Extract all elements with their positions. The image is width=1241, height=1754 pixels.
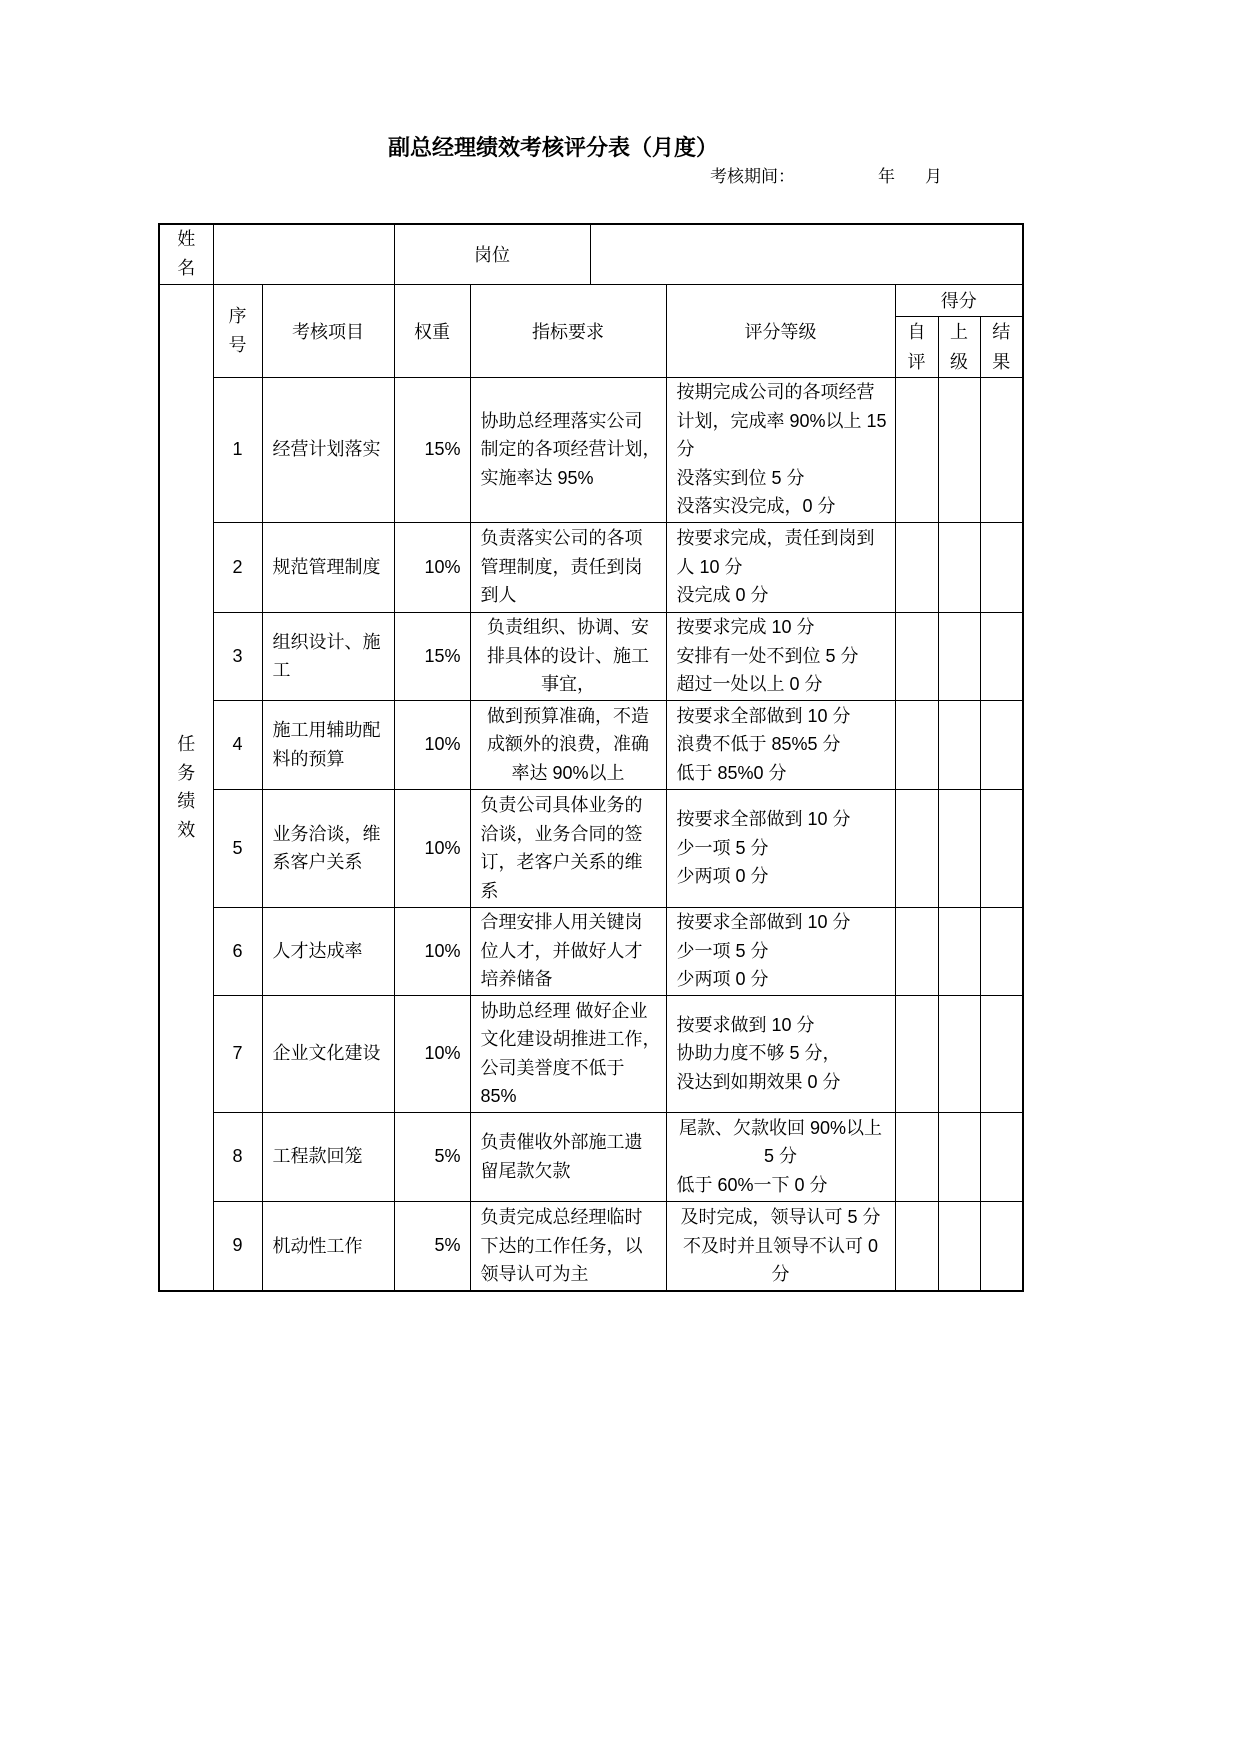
supervisor-score-cell bbox=[938, 789, 980, 907]
rating-line: 没完成 0 分 bbox=[676, 585, 769, 606]
rating-line: 没落实没完成，0 分 bbox=[676, 496, 836, 517]
indicator-line: 公司美誉度不低于 bbox=[480, 1057, 625, 1078]
table-row bbox=[159, 1201, 1023, 1291]
rating-line: 尾款、欠款收回 90%以上 bbox=[678, 1117, 883, 1138]
indicator-line: 负责公司具体业务的 bbox=[480, 795, 643, 815]
indicator-cell bbox=[470, 1112, 666, 1201]
rating-cell bbox=[666, 700, 895, 789]
rating-cell bbox=[666, 377, 895, 522]
category-label: 任务绩效 bbox=[177, 733, 196, 840]
self-score-cell bbox=[895, 995, 938, 1112]
rating-line: 分 bbox=[771, 1264, 790, 1284]
result-score-cell bbox=[980, 522, 1023, 612]
header-item-label: 考核项目 bbox=[292, 321, 364, 342]
weight-value: 15% bbox=[424, 439, 461, 459]
indicator-cell bbox=[470, 1201, 666, 1291]
header-score bbox=[895, 284, 1023, 316]
seq-cell bbox=[213, 522, 262, 612]
indicator-line: 排具体的设计、施工 bbox=[487, 645, 649, 666]
rating-line: 按要求完成，责任到岗到 bbox=[676, 528, 875, 549]
name-label: 姓名 bbox=[177, 229, 196, 279]
rating-cell bbox=[666, 1112, 895, 1201]
rating-cell bbox=[666, 522, 895, 612]
item-cell bbox=[262, 522, 394, 612]
rating-line: 按要求全部做到 10 分 bbox=[676, 809, 851, 830]
item-cell bbox=[262, 700, 394, 789]
indicator-line: 成额外的浪费，准确 bbox=[487, 734, 649, 755]
indicator-line: 协助总经理落实公司 bbox=[480, 410, 643, 431]
rating-line: 按要求全部做到 10 分 bbox=[676, 705, 851, 726]
table-row bbox=[159, 522, 1023, 612]
header-weight-label: 权重 bbox=[414, 321, 450, 342]
indicator-line: 培养储备 bbox=[480, 969, 553, 990]
result-score-cell bbox=[980, 377, 1023, 522]
supervisor-score-cell bbox=[938, 700, 980, 789]
position-label: 岗位 bbox=[474, 245, 510, 266]
supervisor-score-cell bbox=[938, 995, 980, 1112]
indicator-cell bbox=[470, 995, 666, 1112]
seq-cell bbox=[213, 377, 262, 522]
seq-number: 2 bbox=[232, 556, 243, 577]
header-supervisor-label: 上级 bbox=[950, 321, 968, 372]
table-row bbox=[159, 995, 1023, 1112]
seq-number: 1 bbox=[232, 439, 243, 459]
header-result-label: 结果 bbox=[992, 321, 1011, 372]
supervisor-score-cell bbox=[938, 1112, 980, 1201]
seq-number: 7 bbox=[232, 1043, 243, 1063]
indicator-line: 做到预算准确，不造 bbox=[487, 705, 649, 726]
rating-line: 少两项 0 分 bbox=[676, 969, 769, 990]
item-cell bbox=[262, 907, 394, 995]
rating-line: 按要求全部做到 10 分 bbox=[676, 912, 851, 933]
rating-cell bbox=[666, 907, 895, 995]
header-weight bbox=[394, 284, 470, 377]
weight-value: 10% bbox=[424, 940, 461, 961]
item-cell bbox=[262, 1112, 394, 1201]
seq-cell bbox=[213, 700, 262, 789]
supervisor-score-cell bbox=[938, 1201, 980, 1291]
weight-cell bbox=[394, 995, 470, 1112]
result-score-cell bbox=[980, 1112, 1023, 1201]
item-cell bbox=[262, 789, 394, 907]
rating-cell bbox=[666, 789, 895, 907]
header-indicator-label: 指标要求 bbox=[532, 321, 604, 342]
self-score-cell bbox=[895, 1201, 938, 1291]
result-score-cell bbox=[980, 995, 1023, 1112]
rating-cell bbox=[666, 995, 895, 1112]
rating-line: 没落实到位 5 分 bbox=[676, 467, 805, 488]
rating-line: 没达到如期效果 0 分 bbox=[676, 1071, 841, 1092]
weight-cell bbox=[394, 789, 470, 907]
rating-line: 低于 85%0 分 bbox=[676, 762, 787, 783]
weight-cell bbox=[394, 522, 470, 612]
rating-line: 按期完成公司的各项经营 bbox=[676, 382, 875, 403]
indicator-line: 负责催收外部施工遗 bbox=[480, 1132, 643, 1152]
table-row bbox=[159, 1112, 1023, 1201]
self-score-cell bbox=[895, 1112, 938, 1201]
indicator-line: 85% bbox=[480, 1086, 517, 1106]
indicator-cell bbox=[470, 700, 666, 789]
indicator-line: 事宜， bbox=[541, 674, 595, 695]
indicator-line: 负责落实公司的各项 bbox=[480, 528, 643, 549]
period-label: 考核期间： bbox=[710, 167, 795, 186]
indicator-line: 领导认可为主 bbox=[480, 1264, 589, 1284]
header-seq bbox=[213, 284, 262, 377]
header-row bbox=[159, 284, 1023, 316]
rating-line: 少一项 5 分 bbox=[676, 940, 769, 961]
indicator-line: 协助总经理 做好企业 bbox=[480, 1000, 648, 1021]
position-label-cell bbox=[394, 224, 590, 284]
weight-cell bbox=[394, 377, 470, 522]
supervisor-score-cell bbox=[938, 907, 980, 995]
indicator-cell bbox=[470, 789, 666, 907]
name-label-cell bbox=[159, 224, 213, 284]
indicator-cell bbox=[470, 612, 666, 700]
rating-line: 安排有一处不到位 5 分 bbox=[676, 645, 859, 666]
weight-value: 5% bbox=[434, 1146, 461, 1166]
weight-value: 10% bbox=[424, 734, 461, 754]
header-indicator bbox=[470, 284, 666, 377]
self-score-cell bbox=[895, 377, 938, 522]
item-line: 人才达成率 bbox=[272, 940, 363, 961]
rating-cell bbox=[666, 1201, 895, 1291]
item-cell bbox=[262, 995, 394, 1112]
table-row bbox=[159, 789, 1023, 907]
indicator-line: 下达的工作任务，以 bbox=[480, 1235, 643, 1256]
rating-line: 少一项 5 分 bbox=[676, 837, 769, 858]
item-line: 料的预算 bbox=[272, 748, 345, 769]
indicator-cell bbox=[470, 907, 666, 995]
header-self bbox=[895, 316, 938, 377]
indicator-line: 留尾款欠款 bbox=[480, 1160, 571, 1181]
table-row bbox=[159, 612, 1023, 700]
indicator-cell bbox=[470, 522, 666, 612]
indicator-line: 实施率达 95% bbox=[480, 467, 594, 488]
item-cell bbox=[262, 377, 394, 522]
weight-cell bbox=[394, 907, 470, 995]
self-score-cell bbox=[895, 612, 938, 700]
header-seq-label: 序号 bbox=[228, 305, 247, 355]
table-row bbox=[159, 907, 1023, 995]
item-line: 企业文化建设 bbox=[272, 1043, 381, 1064]
info-row bbox=[159, 224, 1023, 284]
weight-cell bbox=[394, 612, 470, 700]
item-cell bbox=[262, 1201, 394, 1291]
document-title: 副总经理绩效考核评分表（月度） bbox=[387, 135, 718, 160]
category-cell bbox=[159, 284, 213, 1291]
self-score-cell bbox=[895, 789, 938, 907]
supervisor-score-cell bbox=[938, 377, 980, 522]
header-supervisor bbox=[938, 316, 980, 377]
indicator-line: 系 bbox=[480, 880, 499, 901]
supervisor-score-cell bbox=[938, 522, 980, 612]
indicator-line: 制定的各项经营计划， bbox=[480, 439, 661, 460]
item-line: 工程款回笼 bbox=[272, 1146, 363, 1167]
item-line: 业务洽谈，维 bbox=[272, 823, 381, 844]
item-line: 机动性工作 bbox=[272, 1235, 363, 1256]
self-score-cell bbox=[895, 700, 938, 789]
item-cell bbox=[262, 612, 394, 700]
indicator-line: 负责完成总经理临时 bbox=[480, 1207, 643, 1227]
item-line: 施工用辅助配 bbox=[272, 720, 381, 740]
self-score-cell bbox=[895, 522, 938, 612]
indicator-line: 位人才，并做好人才 bbox=[480, 940, 643, 961]
item-line: 工 bbox=[272, 660, 291, 680]
rating-line: 超过一处以上 0 分 bbox=[676, 674, 823, 695]
rating-line: 按要求完成 10 分 bbox=[676, 617, 815, 638]
self-score-cell bbox=[895, 907, 938, 995]
item-line: 组织设计、施 bbox=[272, 631, 381, 652]
item-line: 规范管理制度 bbox=[272, 556, 381, 577]
result-score-cell bbox=[980, 789, 1023, 907]
seq-cell bbox=[213, 612, 262, 700]
header-result bbox=[980, 316, 1023, 377]
rating-line: 少两项 0 分 bbox=[676, 866, 769, 887]
item-line: 系客户关系 bbox=[272, 852, 363, 872]
rating-line: 人 10 分 bbox=[676, 556, 743, 577]
weight-value: 10% bbox=[424, 556, 461, 577]
result-score-cell bbox=[980, 907, 1023, 995]
indicator-line: 管理制度，责任到岗 bbox=[480, 556, 643, 577]
table-row bbox=[159, 700, 1023, 789]
weight-cell bbox=[394, 700, 470, 789]
weight-value: 5% bbox=[434, 1235, 461, 1256]
indicator-cell bbox=[470, 377, 666, 522]
seq-cell bbox=[213, 1112, 262, 1201]
item-line: 经营计划落实 bbox=[272, 439, 381, 460]
period-month-unit: 月 bbox=[925, 167, 942, 186]
rating-line: 及时完成，领导认可 5 分 bbox=[680, 1207, 881, 1227]
indicator-line: 负责组织、协调、安 bbox=[487, 617, 649, 638]
header-score-label: 得分 bbox=[940, 291, 977, 311]
header-rating-label: 评分等级 bbox=[744, 321, 817, 342]
indicator-line: 到人 bbox=[480, 585, 517, 606]
indicator-line: 率达 90%以上 bbox=[511, 762, 625, 783]
indicator-line: 洽谈，业务合同的签 bbox=[480, 823, 643, 844]
seq-number: 6 bbox=[232, 940, 243, 961]
weight-value: 10% bbox=[424, 1043, 461, 1063]
indicator-line: 合理安排人用关键岗 bbox=[480, 912, 643, 933]
rating-line: 按要求做到 10 分 bbox=[676, 1014, 815, 1035]
appraisal-table bbox=[158, 223, 1024, 1292]
seq-cell bbox=[213, 789, 262, 907]
seq-number: 3 bbox=[232, 645, 243, 666]
rating-line: 协助力度不够 5 分， bbox=[676, 1043, 841, 1064]
period-year-unit: 年 bbox=[878, 167, 895, 186]
rating-line: 浪费不低于 85%5 分 bbox=[676, 734, 841, 755]
weight-value: 15% bbox=[424, 645, 461, 666]
table-row bbox=[159, 377, 1023, 522]
seq-number: 5 bbox=[232, 837, 243, 858]
weight-cell bbox=[394, 1112, 470, 1201]
name-value-cell bbox=[213, 224, 394, 284]
result-score-cell bbox=[980, 612, 1023, 700]
rating-line: 低于 60%一下 0 分 bbox=[676, 1174, 828, 1195]
header-item bbox=[262, 284, 394, 377]
result-score-cell bbox=[980, 1201, 1023, 1291]
seq-cell bbox=[213, 1201, 262, 1291]
seq-number: 8 bbox=[232, 1146, 243, 1166]
rating-cell bbox=[666, 612, 895, 700]
seq-cell bbox=[213, 907, 262, 995]
rating-line: 分 bbox=[676, 439, 695, 460]
header-rating bbox=[666, 284, 895, 377]
position-value-cell bbox=[590, 224, 1023, 284]
rating-line: 计划，完成率 90%以上 15 bbox=[676, 410, 887, 431]
rating-line: 不及时并且领导不认可 0 bbox=[682, 1235, 878, 1256]
header-self-label: 自评 bbox=[907, 321, 926, 372]
indicator-line: 订，老客户关系的维 bbox=[480, 852, 643, 872]
result-score-cell bbox=[980, 700, 1023, 789]
table-body bbox=[159, 224, 1023, 1291]
rating-line: 5 分 bbox=[763, 1146, 797, 1167]
seq-cell bbox=[213, 995, 262, 1112]
indicator-line: 文化建设胡推进工作， bbox=[480, 1029, 661, 1049]
seq-number: 4 bbox=[232, 734, 243, 754]
weight-cell bbox=[394, 1201, 470, 1291]
supervisor-score-cell bbox=[938, 612, 980, 700]
weight-value: 10% bbox=[424, 837, 461, 858]
seq-number: 9 bbox=[232, 1235, 243, 1256]
